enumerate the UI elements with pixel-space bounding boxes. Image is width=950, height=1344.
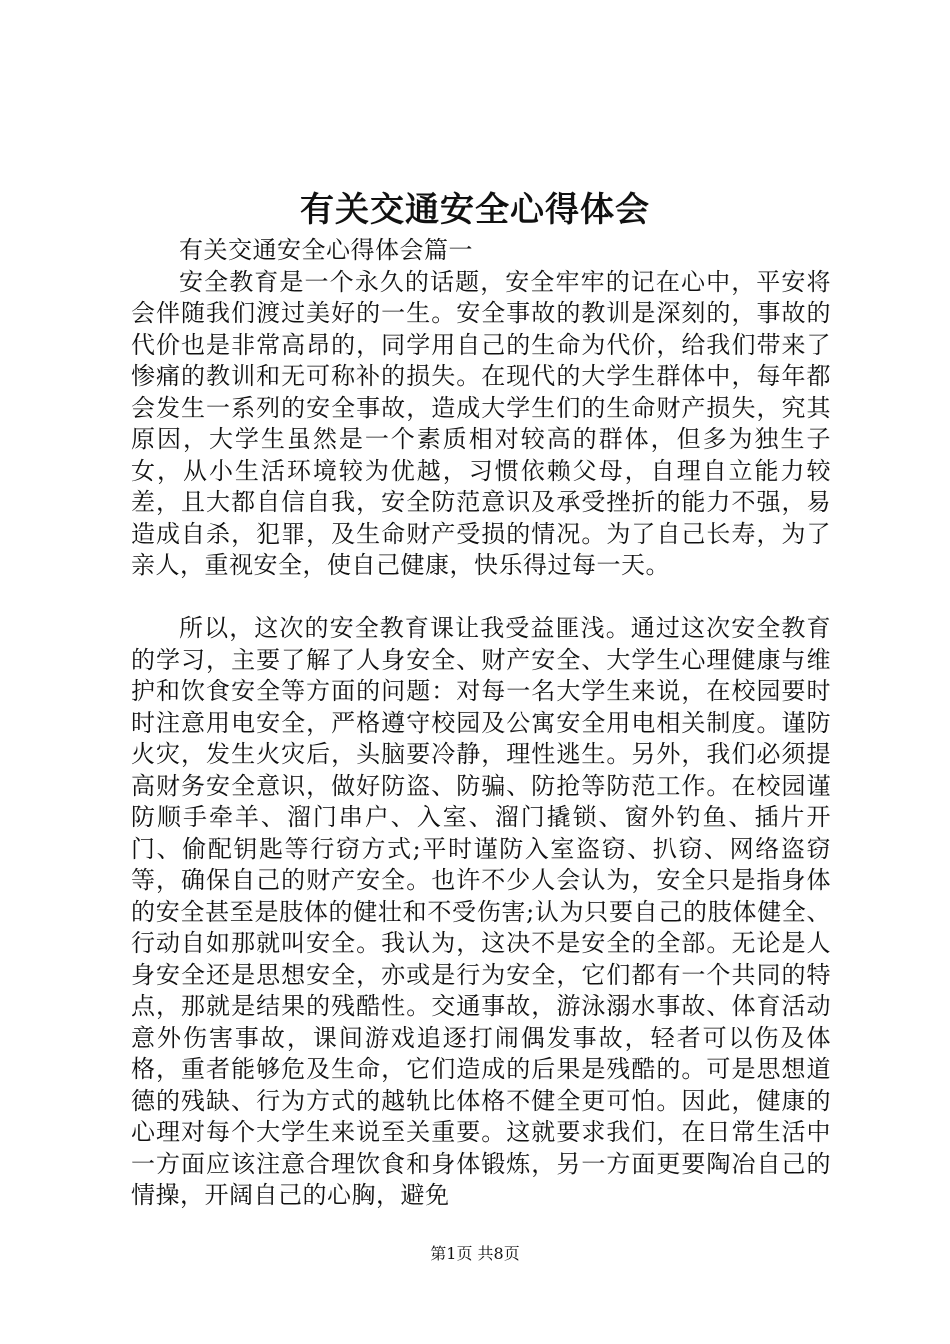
page-footer: 第1页 共8页 (430, 1244, 520, 1263)
document-title: 有关交通安全心得体会 (300, 190, 650, 230)
paragraph-2: 所以，这次的安全教育课让我受益匪浅。通过这次安全教育的学习，主要了解了人身安全、财产安全、大学生心理健康与维护和饮食安全等方面的问题：对每一名大学生来说，在校园要时时注意用电安全，严格遵守校园及公寓安全用电相关制度。谨防火灾，发生火灾后，头脑要冷静，理性逃生。另外，我们必须提高财务安全意识，做好防盗、防骗、防抢等防范工作。在校园谨防顺手牵羊、溜门串户、入室、溜门撬锁、窗外钓鱼、插片开门、偷配钥匙等行窃方式;平时谨防入室盗窃、扒窃、网络盗窃等，确保自己的财产安全。也许不少人会认为，安全只是指身体的安全甚至是肢体的健壮和不受伤害;认为只要自己的肢体健全、行动自如那就叫安全。我认为，这决不是安全的全部。无论是人身安全还是思想安全，亦或是行为安全，它们都有一个共同的特点，那就是结果的残酷性。交通事故，游泳溺水事故、体育活动意外伤害事故，课间游戏追逐打闹偶发事故，轻者可以伤及体格，重者能够危及生命，它们造成的后果是残酷的。可是思想道德的残缺、行为方式的越轨比体格不健全更可怕。因此，健康的心理对每个大学生来说至关重要。这就要求我们，在日常生活中一方面应该注意合理饮食和身体锻炼，另一方面更要陶冶自己的情操，开阔自己的心胸，避免 (131, 614, 831, 1209)
paragraph-1: 安全教育是一个永久的话题，安全牢牢的记在心中，平安将会伴随我们渡过美好的一生。安全事故的教训是深刻的，事故的代价也是非常高昂的，同学用自己的生命为代价，给我们带来了惨痛的教训和无可称补的损失。在现代的大学生群体中，每年都会发生一系列的安全事故，造成大学生们的生命财产损失，究其原因，大学生虽然是一个素质相对较高的群体，但多为独生子女，从小生活环境较为优越，习惯依赖父母，自理自立能力较差，且大都自信自我，安全防范意识及承受挫折的能力不强，易造成自杀，犯罪，及生命财产受损的情况。为了自己长寿，为了亲人，重视安全，使自己健康，快乐得过每一天。 (131, 267, 831, 579)
section-subtitle: 有关交通安全心得体会篇一 (179, 236, 473, 264)
document-body (131, 235, 831, 1212)
